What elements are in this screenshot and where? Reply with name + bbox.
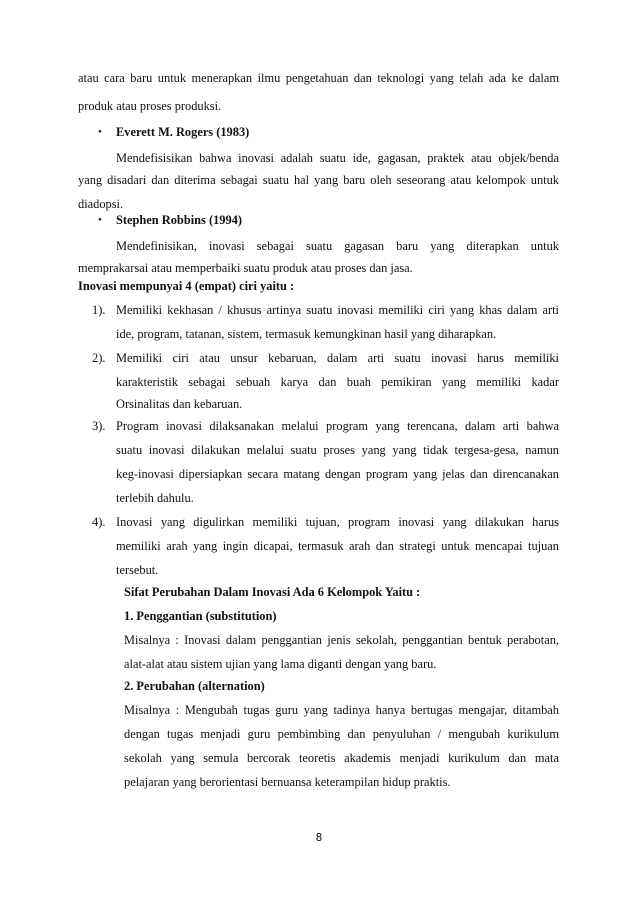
paragraph-line: produk atau proses produksi. <box>78 99 222 113</box>
heading-line: Everett M. Rogers (1983) <box>116 125 250 139</box>
paragraph-line: karakteristik sebagai sebuah karya dan buah pemikiran yang memiliki kadar <box>116 375 559 389</box>
paragraph-line: sekolah yang semula bercorak teoretis akademis menjadi kurikulum dan mata <box>124 751 559 765</box>
paragraph-line: Misalnya : Mengubah tugas guru yang tadinya hanya bertugas mengajar, ditambah <box>124 703 559 717</box>
paragraph-line: alat-alat atau sistem ujian yang lama diganti dengan yang baru. <box>124 657 437 671</box>
paragraph-line: Mendefinisikan, inovasi sebagai suatu gagasan baru yang diterapkan untuk <box>116 239 559 253</box>
list-number: 2). <box>92 351 106 365</box>
paragraph-line: tersebut. <box>116 563 159 577</box>
list-number: 4). <box>92 515 106 529</box>
paragraph-line: terlebih dahulu. <box>116 491 194 505</box>
paragraph-line: yang disadari dan diterima sebagai suatu hal yang baru oleh seseorang atau kelompok untuk <box>78 173 559 187</box>
paragraph-line: pelajaran yang berorientasi bernuansa keterampilan hidup praktis. <box>124 775 451 789</box>
heading-line: 1. Penggantian (substitution) <box>124 609 277 623</box>
paragraph-line: keg-inovasi dipersiapkan secara matang dengan program yang jelas dan direncanakan <box>116 467 559 481</box>
paragraph-line: memprakarsai atau memperbaiki suatu produk atau proses dan jasa. <box>78 261 413 275</box>
bullet-marker: • <box>98 214 102 226</box>
paragraph-line: diadopsi. <box>78 197 124 211</box>
heading-line: 2. Perubahan (alternation) <box>124 679 265 693</box>
paragraph-line: Inovasi yang digulirkan memiliki tujuan, program inovasi yang dilakukan harus <box>116 515 559 529</box>
paragraph-line: dengan tugas menjadi guru pembimbing dan penyuluhan / mengubah kurikulum <box>124 727 559 741</box>
bullet-marker: • <box>98 126 102 138</box>
paragraph-line: ide, program, tatanan, sistem, termasuk kemungkinan hasil yang diharapkan. <box>116 327 497 341</box>
paragraph-line: Memiliki ciri atau unsur kebaruan, dalam arti suatu inovasi harus memiliki <box>116 351 559 365</box>
paragraph-line: memiliki arah yang ingin dicapai, termasuk arah dan strategi untuk mencapai tujuan <box>116 539 559 553</box>
paragraph-line: Misalnya : Inovasi dalam penggantian jenis sekolah, penggantian bentuk perabotan, <box>124 633 559 647</box>
heading-line: Inovasi mempunyai 4 (empat) ciri yaitu : <box>78 279 295 293</box>
heading-line: Stephen Robbins (1994) <box>116 213 242 227</box>
paragraph-line: Mendefisisikan bahwa inovasi adalah suatu ide, gagasan, praktek atau objek/benda <box>116 151 559 165</box>
paragraph-line: Memiliki kekhasan / khusus artinya suatu inovasi memiliki ciri yang khas dalam arti <box>116 303 559 317</box>
paragraph-line: suatu inovasi dilakukan melalui suatu proses yang yang tidak tergesa-gesa, namun <box>116 443 559 457</box>
paragraph-line: Orsinalitas dan kebaruan. <box>116 397 243 411</box>
paragraph-line: atau cara baru untuk menerapkan ilmu pengetahuan dan teknologi yang telah ada ke dalam <box>78 71 559 85</box>
list-number: 3). <box>92 419 106 433</box>
list-number: 1). <box>92 303 106 317</box>
heading-line: Sifat Perubahan Dalam Inovasi Ada 6 Kelompok Yaitu : <box>124 585 421 599</box>
page-number: 8 <box>315 832 323 844</box>
paragraph-line: Program inovasi dilaksanakan melalui program yang terencana, dalam arti bahwa <box>116 419 559 433</box>
